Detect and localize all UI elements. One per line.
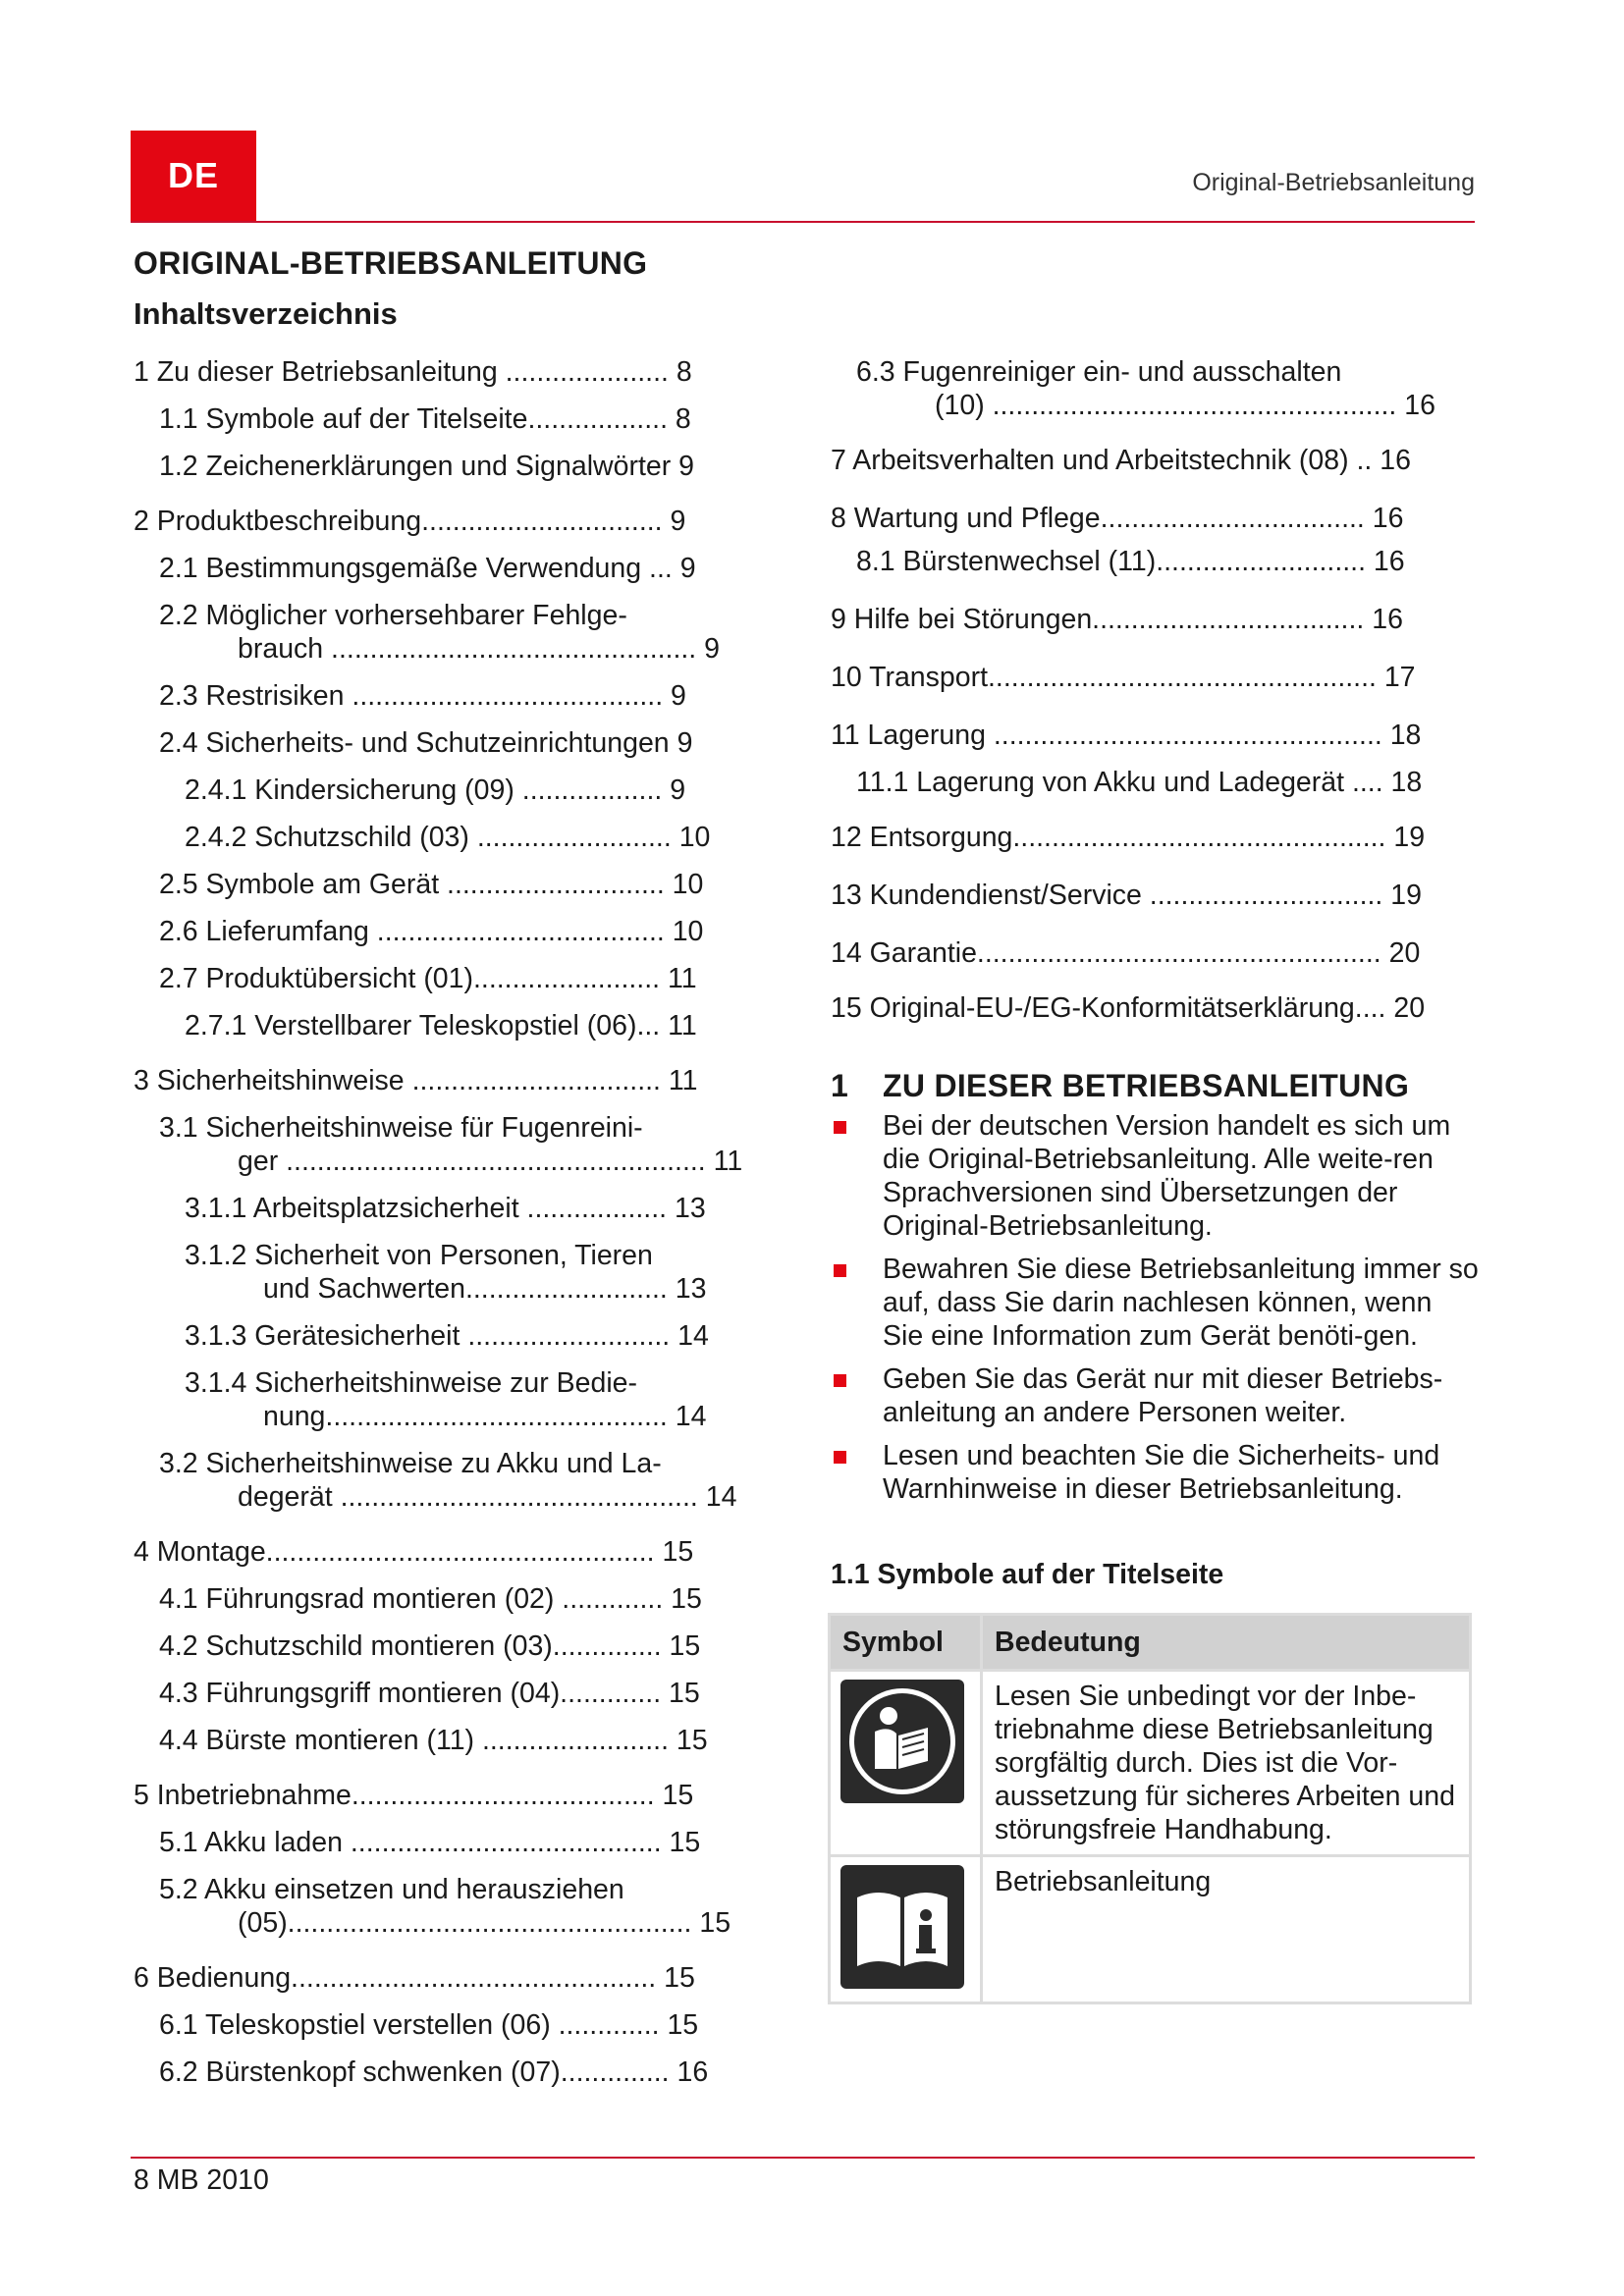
toc-entry[interactable] (134, 1366, 752, 1433)
header-title: Original-Betriebsanleitung (1192, 169, 1475, 196)
subsection-heading: 1.1 Symbole auf der Titelseite (831, 1559, 1224, 1590)
bullet-square-icon (834, 1374, 846, 1387)
toc-entry[interactable]: 4.4 Bürste montieren (11) ........................ 15 (159, 1725, 708, 1756)
toc-entry[interactable]: 14 Garantie.................................................... 20 (831, 937, 1421, 969)
toc-entry-line: 3.1.4 Sicherheitshinweise zur Bedie- (185, 1367, 637, 1399)
toc-entry[interactable]: 2.1 Bestimmungsgemäße Verwendung ... 9 (159, 553, 696, 584)
toc-left-column (134, 355, 752, 2089)
toc-entry[interactable]: 2.4 Sicherheits- und Schutzeinrichtungen 9 (159, 727, 693, 759)
toc-entry[interactable]: 2.4.2 Schutzschild (03) ......................... 10 (185, 822, 711, 853)
toc-entry-line: ger ...................................................... 11 (238, 1146, 743, 1177)
bullet-square-icon (834, 1451, 846, 1464)
bullet-square-icon (834, 1264, 846, 1277)
page-footer: 8 MB 2010 (134, 2164, 269, 2196)
toc-entry-line: 3.2 Sicherheitshinweise zu Akku und La- (159, 1448, 662, 1479)
bullet-text: Bewahren Sie diese Betriebsanleitung immer so auf, dass Sie darin nachlesen können, wenn Sie eine Information zum Gerät benöti-gen. (883, 1254, 1479, 1352)
section-heading (831, 1068, 1409, 1104)
toc-entry[interactable]: 5.1 Akku laden ........................................ 15 (159, 1827, 701, 1858)
table-row (830, 1671, 1471, 1856)
header-divider (131, 221, 1475, 223)
toc-entry[interactable]: 4.2 Schutzschild montieren (03).............. 15 (159, 1630, 701, 1662)
bullet-item (831, 1109, 1479, 1243)
toc-entry[interactable]: 2 Produktbeschreibung............................... 9 (134, 506, 686, 537)
toc-entry[interactable]: 1.1 Symbole auf der Titelseite.................. 8 (159, 403, 691, 435)
toc-entry[interactable] (831, 355, 1459, 422)
toc-entry[interactable]: 2.4.1 Kindersicherung (09) .................. 9 (185, 774, 686, 806)
bullet-item (831, 1253, 1479, 1353)
toc-entry[interactable]: 11.1 Lagerung von Akku und Ladegerät .... 18 (856, 767, 1423, 798)
toc-entry[interactable]: 9 Hilfe bei Störungen................................... 16 (831, 604, 1403, 635)
toc-entry[interactable]: 15 Original-EU-/EG-Konformitätserklärung.... 20 (831, 992, 1426, 1024)
section-number: 1 (831, 1068, 849, 1103)
footer-divider (131, 2157, 1475, 2159)
meaning-cell: Lesen Sie unbedingt vor der Inbe-triebnahme diese Betriebsanleitung sorgfältig durch. Dies ist die Vor-aussetzung für sicheres Arbeiten und störungsfreie Handhabung. (982, 1671, 1471, 1856)
toc-entry[interactable] (134, 1873, 752, 1940)
toc-entry-line: 5.2 Akku einsetzen und herausziehen (159, 1874, 624, 1905)
toc-entry[interactable] (134, 1239, 752, 1306)
symbol-table (828, 1613, 1472, 2004)
bullet-text: Bei der deutschen Version handelt es sich um die Original-Betriebsanleitung. Alle weite-ren Sprachversionen sind Übersetzungen der Original-Betriebsanleitung. (883, 1110, 1451, 1242)
toc-entry[interactable]: 1.2 Zeichenerklärungen und Signalwörter 9 (159, 451, 695, 482)
table-header-row (830, 1615, 1471, 1671)
toc-entry[interactable]: 11 Lagerung .................................................. 18 (831, 720, 1422, 751)
toc-entry[interactable]: 4.3 Führungsgriff montieren (04)............. 15 (159, 1678, 700, 1709)
column-header-symbol: Symbol (830, 1615, 982, 1671)
toc-entry[interactable] (134, 1447, 752, 1514)
toc-entry-line: 3.1 Sicherheitshinweise für Fugenreini- (159, 1112, 643, 1144)
toc-entry[interactable]: 2.6 Lieferumfang ..................................... 10 (159, 916, 704, 947)
toc-entry[interactable]: 10 Transport.................................................. 17 (831, 662, 1416, 693)
toc-entry[interactable]: 6 Bedienung............................................... 15 (134, 1962, 695, 1994)
toc-entry-line: degerät .............................................. 14 (238, 1481, 737, 1513)
toc-entry[interactable]: 3.1.3 Gerätesicherheit .......................... 14 (185, 1320, 709, 1352)
toc-entry[interactable]: 13 Kundendienst/Service .............................. 19 (831, 880, 1422, 911)
bullet-text: Lesen und beachten Sie die Sicherheits- und Warnhinweise in dieser Betriebsanleitung. (883, 1440, 1440, 1505)
symbol-cell (830, 1856, 982, 2003)
toc-entry[interactable]: 8.1 Bürstenwechsel (11)........................... 16 (856, 546, 1405, 577)
bullet-item (831, 1362, 1479, 1429)
toc-entry[interactable]: 12 Entsorgung................................................ 19 (831, 822, 1426, 853)
toc-entry[interactable]: 2.7.1 Verstellbarer Teleskopstiel (06)... 11 (185, 1010, 697, 1041)
toc-entry[interactable]: 7 Arbeitsverhalten und Arbeitstechnik (08) .. 16 (831, 445, 1411, 476)
toc-entry-line: 2.2 Möglicher vorhersehbarer Fehlge- (159, 600, 627, 631)
toc-entry[interactable]: 6.2 Bürstenkopf schwenken (07).............. 16 (159, 2056, 709, 2088)
toc-entry[interactable]: 4.1 Führungsrad montieren (02) ............. 15 (159, 1583, 702, 1615)
toc-entry-line: 3.1.2 Sicherheit von Personen, Tieren (185, 1240, 653, 1271)
toc-entry[interactable] (134, 1111, 752, 1178)
table-row (830, 1856, 1471, 2003)
meaning-cell: Betriebsanleitung (982, 1856, 1471, 2003)
bullet-list (831, 1109, 1479, 1516)
toc-entry[interactable]: 2.5 Symbole am Gerät ............................ 10 (159, 869, 704, 900)
toc-title: Inhaltsverzeichnis (134, 296, 398, 331)
symbol-cell (830, 1671, 982, 1856)
bullet-square-icon (834, 1121, 846, 1134)
column-header-meaning: Bedeutung (982, 1615, 1471, 1671)
toc-entry[interactable]: 2.3 Restrisiken ........................................ 9 (159, 680, 686, 712)
toc-entry[interactable]: 2.7 Produktübersicht (01)........................ 11 (159, 963, 697, 994)
read-manual-icon (840, 1680, 964, 1803)
toc-entry[interactable]: 1 Zu dieser Betriebsanleitung ..................... 8 (134, 356, 692, 388)
toc-entry[interactable]: 4 Montage.................................................. 15 (134, 1536, 694, 1568)
toc-entry[interactable]: 6.1 Teleskopstiel verstellen (06) ............. 15 (159, 2009, 699, 2041)
language-badge: DE (131, 131, 256, 221)
manual-info-icon (840, 1865, 964, 1989)
section-title: ZU DIESER BETRIEBSANLEITUNG (883, 1068, 1410, 1103)
toc-entry-line: (10) .................................................... 16 (935, 390, 1435, 421)
toc-entry[interactable]: 3.1.1 Arbeitsplatzsicherheit .................. 13 (185, 1193, 706, 1224)
toc-entry-line: nung............................................ 14 (263, 1401, 707, 1432)
toc-entry-line: brauch ............................................... 9 (238, 633, 720, 665)
toc-entry[interactable]: 3 Sicherheitshinweise ................................ 11 (134, 1065, 698, 1096)
bullet-item (831, 1439, 1479, 1506)
toc-entry-line: und Sachwerten.......................... 13 (263, 1273, 707, 1305)
toc-entry[interactable]: 8 Wartung und Pflege.................................. 16 (831, 503, 1404, 534)
toc-right-column (831, 355, 1459, 1025)
bullet-text: Geben Sie das Gerät nur mit dieser Betriebs-anleitung an andere Personen weiter. (883, 1363, 1443, 1428)
toc-entry-line: 6.3 Fugenreiniger ein- und ausschalten (856, 356, 1342, 388)
toc-entry[interactable] (134, 599, 752, 666)
toc-entry[interactable]: 5 Inbetriebnahme....................................... 15 (134, 1780, 694, 1811)
toc-entry-line: (05).................................................... 15 (238, 1907, 731, 1939)
document-title: ORIGINAL-BETRIEBSANLEITUNG (134, 245, 648, 281)
